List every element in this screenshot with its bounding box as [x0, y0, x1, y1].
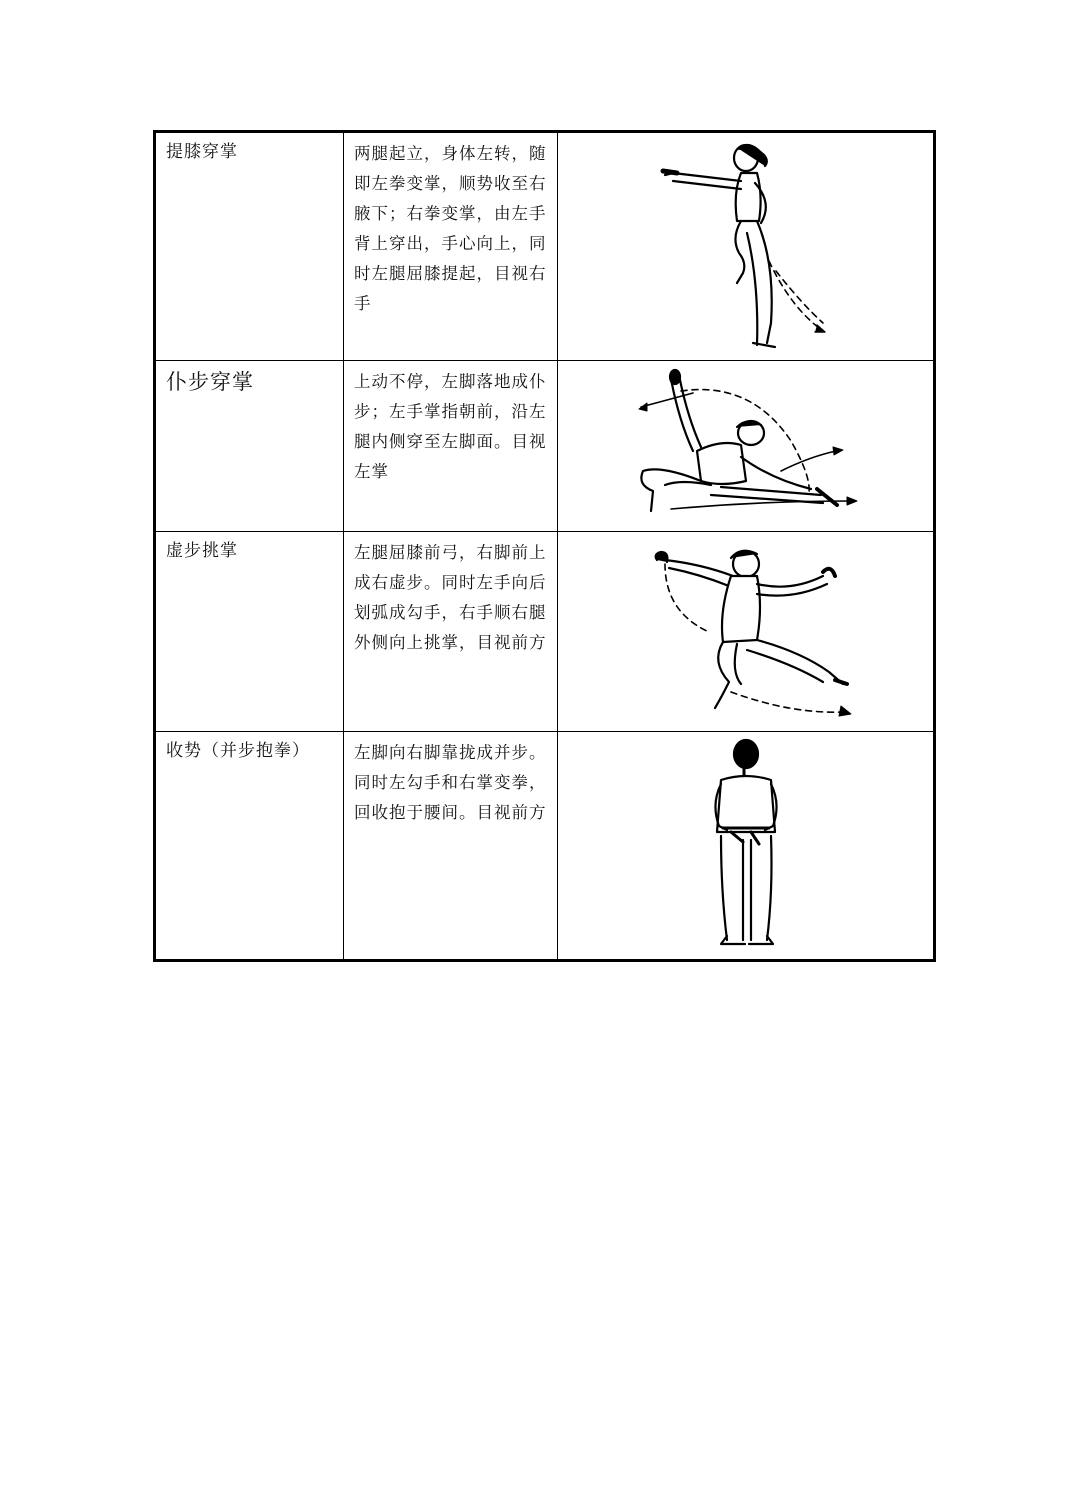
move-description: 上动不停，左脚落地成仆步；左手掌指朝前，沿左腿内侧穿至左脚面。目视左掌 [354, 372, 547, 481]
move-name: 仆步穿掌 [166, 370, 254, 394]
move-desc-cell [344, 361, 558, 532]
move-name-cell [155, 532, 344, 732]
move-desc-cell [344, 532, 558, 732]
move-name-cell [155, 361, 344, 532]
move-description: 两腿起立，身体左转，随即左拳变掌，顺势收至右腋下；右拳变掌，由左手背上穿出，手心向上，同时左腿屈膝提起，目视右手 [354, 144, 547, 313]
crouch-stance-piercing-palm-figure [561, 361, 931, 529]
move-desc-cell [344, 132, 558, 361]
move-name-cell [155, 132, 344, 361]
table-row [155, 732, 935, 961]
move-description: 左脚向右脚靠拢成并步。同时左勾手和右掌变拳，回收抱于腰间。目视前方 [354, 743, 547, 822]
knee-lift-piercing-palm-figure [561, 133, 931, 358]
closing-form-figure [561, 732, 931, 957]
move-name: 收势（并步抱拳） [166, 741, 310, 761]
movement-table [153, 130, 936, 962]
move-figure-cell [558, 532, 935, 732]
empty-stance-raising-palm-figure [561, 532, 931, 728]
table-row [155, 132, 935, 361]
move-figure-cell [558, 132, 935, 361]
move-name-cell [155, 732, 344, 961]
move-description: 左腿屈膝前弓，右脚前上成右虚步。同时左手向后划弧成勾手，右手顺右腿外侧向上挑掌，目视前方 [354, 543, 547, 652]
move-figure-cell [558, 361, 935, 532]
move-desc-cell [344, 732, 558, 961]
table-row [155, 532, 935, 732]
move-name: 虚步挑掌 [166, 541, 238, 561]
table-row [155, 361, 935, 532]
move-name: 提膝穿掌 [166, 142, 238, 162]
move-figure-cell [558, 732, 935, 961]
